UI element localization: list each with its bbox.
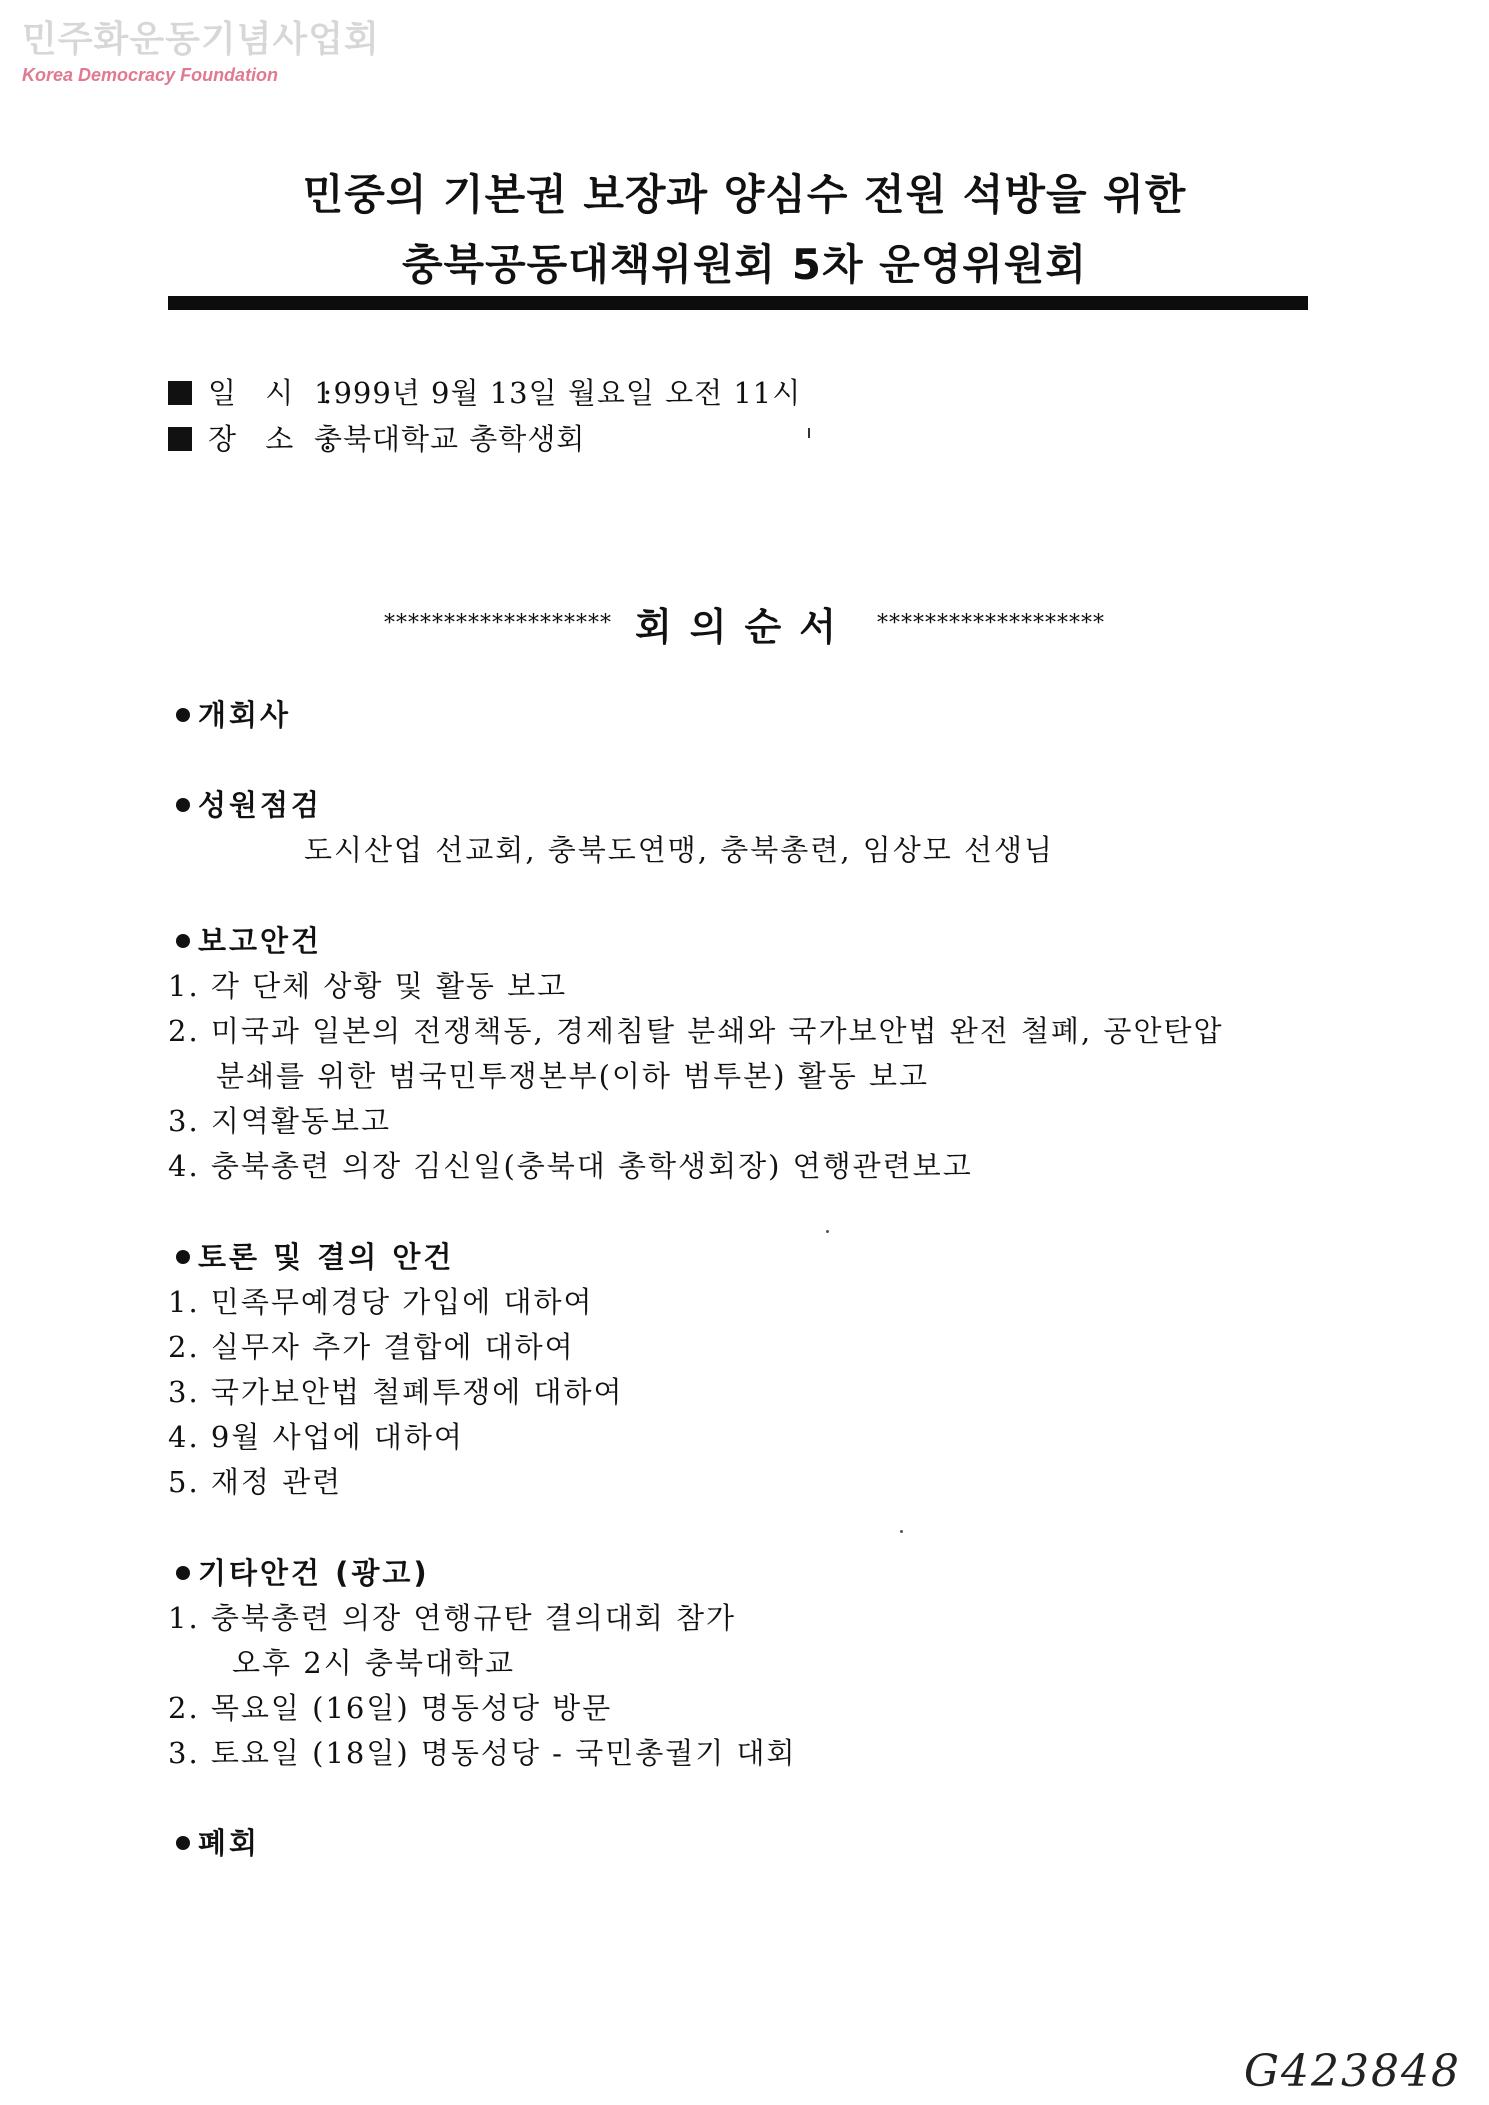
watermark-korean: 민주화운동기념사업회 (22, 19, 380, 60)
list-item-continuation: 분쇄를 위한 범국민투쟁본부(이하 범투본) 활동 보고 (216, 1059, 930, 1093)
list-item: 3. 지역활동보고 (168, 1104, 391, 1138)
scan-mark (808, 428, 810, 438)
bullet-icon (176, 708, 190, 722)
section-other (168, 1550, 797, 1776)
agenda-title: 회의순서 (635, 605, 854, 649)
list-item: 2. 목요일 (16일) 명동성당 방문 (168, 1691, 613, 1725)
place-label: 장 소 : (208, 422, 343, 456)
datetime-row (168, 370, 801, 416)
archive-number: G423848 (1243, 2046, 1461, 2097)
section-discussion (168, 1234, 624, 1505)
datetime-label: 일 시 : (208, 376, 343, 410)
member-list: 도시산업 선교회, 충북도연맹, 충북총련, 임상모 선생님 (304, 833, 1055, 867)
section-heading: 보고안건 (168, 918, 1224, 964)
section-heading: 폐회 (168, 1820, 260, 1866)
place-value: 충북대학교 총학생회 (314, 422, 586, 456)
scan-speck (900, 1530, 903, 1533)
list-item: 5. 재정 관련 (168, 1465, 343, 1499)
list-item: 1. 충북총련 의장 연행규탄 결의대회 참가 (168, 1601, 736, 1635)
place-row (168, 416, 801, 462)
bullet-icon (176, 1566, 190, 1580)
stars-right: ******************* (877, 611, 1106, 636)
section-closing (168, 1820, 260, 1866)
list-item-continuation: 오후 2시 충북대학교 (232, 1646, 515, 1680)
title-divider (168, 296, 1308, 310)
list-item: 1. 민족무예경당 가입에 대하여 (168, 1285, 594, 1319)
list-item: 2. 실무자 추가 결합에 대하여 (168, 1330, 575, 1364)
title-line-2: 충북공동대책위원회 5차 운영위원회 (401, 240, 1088, 289)
list-item: 3. 국가보안법 철폐투쟁에 대하여 (168, 1375, 624, 1409)
square-bullet-icon (168, 381, 192, 405)
bullet-icon (176, 798, 190, 812)
scan-speck (826, 1230, 829, 1233)
section-roll-call (168, 782, 1054, 873)
section-heading: 기타안건 (광고) (168, 1550, 797, 1596)
list-item: 4. 9월 사업에 대하여 (168, 1420, 464, 1454)
stars-left: ******************* (383, 611, 612, 636)
title-line-1: 민중의 기본권 보장과 양심수 전원 석방을 위한 (302, 170, 1187, 219)
section-reports (168, 918, 1224, 1189)
foundation-watermark (22, 18, 380, 86)
list-item: 1. 각 단체 상황 및 활동 보고 (168, 969, 568, 1003)
bullet-icon (176, 1250, 190, 1264)
agenda-header (0, 596, 1489, 651)
list-item: 2. 미국과 일본의 전쟁책동, 경제침탈 분쇄와 국가보안법 완전 철폐, 공안탄압 (168, 1014, 1224, 1048)
list-item: 3. 토요일 (18일) 명동성당 - 국민총궐기 대회 (168, 1736, 797, 1770)
meeting-meta (168, 370, 801, 462)
bullet-icon (176, 1836, 190, 1850)
list-item: 4. 충북총련 의장 김신일(충북대 총학생회장) 연행관련보고 (168, 1149, 973, 1183)
bullet-icon (176, 934, 190, 948)
watermark-english: Korea Democracy Foundation (22, 65, 279, 85)
datetime-value: 1999년 9월 13일 월요일 오전 11시 (314, 376, 802, 410)
document-title (0, 160, 1489, 300)
section-heading: 토론 및 결의 안건 (168, 1234, 624, 1280)
section-heading: 개회사 (168, 692, 291, 738)
section-heading: 성원점검 (168, 782, 1054, 828)
square-bullet-icon (168, 427, 192, 451)
section-opening (168, 692, 291, 738)
